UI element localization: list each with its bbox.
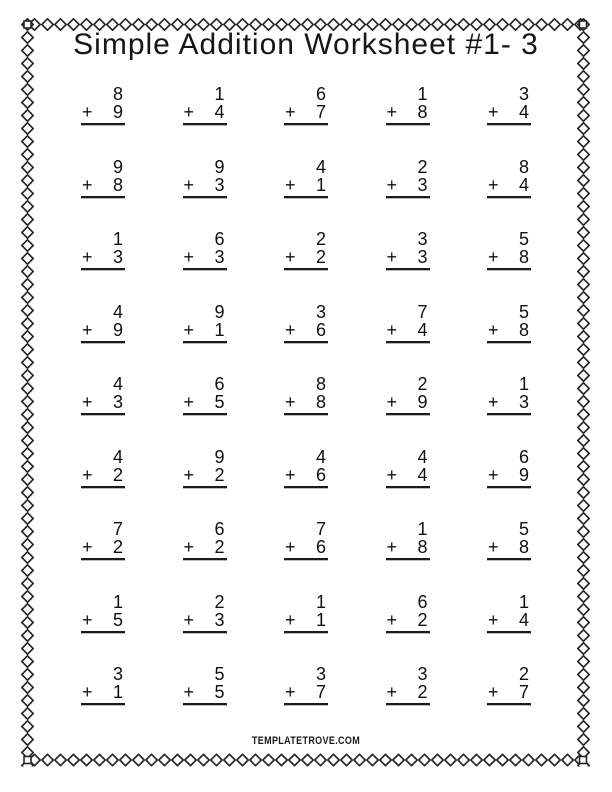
top-addend: 3 [518,84,529,104]
bottom-addend: 9 [112,319,123,340]
top-addend: 1 [112,591,123,612]
addition-problem [284,593,328,666]
answer-space [386,198,430,212]
bottom-addend: 4 [518,102,529,122]
answer-space [81,560,125,574]
plus-operator: + [82,609,93,630]
answer-space [487,125,531,139]
border-bottom-strip [28,754,585,767]
bottom-addend: 8 [518,319,529,340]
operator-row [81,538,125,560]
addition-problem [487,448,531,521]
operator-row [183,248,227,270]
top-addend: 3 [417,664,428,684]
answer-space [386,343,430,357]
operator-row [487,176,531,198]
plus-operator: + [386,392,398,412]
addition-problem [183,158,227,231]
top-addend: 3 [315,301,326,322]
top-addend: 6 [214,374,225,394]
operator-row [183,321,227,343]
footer-credit: TEMPLATETROVE.COM [251,735,361,747]
top-addend: 4 [315,446,326,467]
addition-problem [183,230,227,303]
bottom-addend: 2 [112,464,123,485]
operator-row [284,321,328,343]
top-addend: 7 [112,519,123,539]
addition-problem [386,593,430,666]
top-addend: 1 [417,84,428,104]
operator-row [386,466,430,488]
answer-space [284,705,328,719]
plus-operator: + [183,247,195,267]
operator-row [284,393,328,415]
answer-space [487,415,531,429]
answer-space [183,633,227,647]
addition-problem [81,593,125,666]
top-addend: 9 [214,156,225,177]
answer-space [183,125,227,139]
bottom-addend: 3 [112,247,123,267]
answer-space [183,560,227,574]
plus-operator: + [183,682,195,702]
plus-operator: + [488,609,499,630]
plus-operator: + [386,174,398,195]
top-addend: 9 [214,301,225,322]
plus-operator: + [82,682,93,702]
bottom-addend: 8 [518,247,529,267]
bottom-addend: 9 [518,464,529,485]
plus-operator: + [488,102,499,122]
addition-problem [386,85,430,158]
plus-operator: + [183,464,195,485]
top-addend: 4 [112,301,123,322]
addition-problem [81,448,125,521]
answer-space [386,415,430,429]
operator-row [284,248,328,270]
top-addend: 6 [315,84,326,104]
bottom-addend: 2 [112,537,123,557]
addition-problem [386,375,430,448]
top-addend: 9 [214,446,225,467]
answer-space [386,560,430,574]
plus-operator: + [82,392,93,412]
plus-operator: + [488,174,499,195]
top-addend: 1 [214,84,225,104]
answer-space [284,560,328,574]
addition-problem [183,448,227,521]
top-addend: 5 [518,519,529,539]
top-addend: 2 [417,156,428,177]
bottom-addend: 3 [417,247,428,267]
top-addend: 5 [518,229,529,249]
bottom-addend: 7 [315,682,326,702]
answer-space [386,633,430,647]
operator-row [386,538,430,560]
answer-space [284,343,328,357]
operator-row [386,176,430,198]
answer-space [81,633,125,647]
addition-problem [284,158,328,231]
plus-operator: + [183,319,195,340]
answer-space [487,633,531,647]
plus-operator: + [386,319,398,340]
bottom-addend: 8 [112,174,123,195]
addition-problem [81,520,125,593]
operator-row [183,538,227,560]
operator-row [284,611,328,633]
addition-problem [487,303,531,376]
bottom-addend: 3 [518,392,529,412]
bottom-addend: 1 [315,174,326,195]
plus-operator: + [82,174,93,195]
answer-space [487,270,531,284]
bottom-addend: 3 [214,174,225,195]
addition-problem [183,593,227,666]
top-addend: 8 [112,84,123,104]
plus-operator: + [488,392,499,412]
bottom-addend: 2 [214,537,225,557]
operator-row [81,103,125,125]
bottom-addend: 1 [214,319,225,340]
addition-problem [81,303,125,376]
bottom-addend: 2 [315,247,326,267]
operator-row [183,466,227,488]
top-addend: 6 [214,229,225,249]
plus-operator: + [488,464,499,485]
operator-row [284,466,328,488]
addition-problem [386,158,430,231]
addition-problem [487,665,531,738]
answer-space [284,415,328,429]
addition-problem [487,593,531,666]
answer-space [487,488,531,502]
problems-grid [81,85,531,738]
plus-operator: + [82,247,93,267]
bottom-addend: 1 [112,682,123,702]
plus-operator: + [183,174,195,195]
answer-space [386,488,430,502]
addition-problem [284,303,328,376]
plus-operator: + [82,102,93,122]
operator-row [81,683,125,705]
answer-space [81,125,125,139]
bottom-addend: 4 [417,464,428,485]
addition-problem [487,520,531,593]
answer-space [81,198,125,212]
answer-space [183,488,227,502]
bottom-addend: 5 [214,392,225,412]
border-corner-bottom-left [24,757,31,764]
addition-problem [183,303,227,376]
top-addend: 6 [518,446,529,467]
operator-row [183,611,227,633]
top-addend: 2 [315,229,326,249]
answer-space [284,270,328,284]
bottom-addend: 1 [315,609,326,630]
answer-space [81,343,125,357]
bottom-addend: 9 [112,102,123,122]
addition-problem [386,303,430,376]
operator-row [284,103,328,125]
addition-problem [386,230,430,303]
answer-space [487,198,531,212]
addition-problem [284,375,328,448]
addition-problem [487,158,531,231]
plus-operator: + [488,319,499,340]
top-addend: 2 [214,591,225,612]
bottom-addend: 5 [214,682,225,702]
plus-operator: + [386,537,398,557]
addition-problem [487,230,531,303]
answer-space [386,125,430,139]
plus-operator: + [183,392,195,412]
bottom-addend: 4 [417,319,428,340]
answer-space [81,488,125,502]
bottom-addend: 2 [214,464,225,485]
plus-operator: + [285,392,296,412]
answer-space [284,633,328,647]
top-addend: 9 [112,156,123,177]
top-addend: 8 [518,156,529,177]
bottom-addend: 4 [518,609,529,630]
addition-problem [386,665,430,738]
operator-row [183,683,227,705]
operator-row [386,103,430,125]
operator-row [487,538,531,560]
addition-problem [183,375,227,448]
top-addend: 1 [315,591,326,612]
answer-space [183,270,227,284]
top-addend: 4 [315,156,326,177]
plus-operator: + [488,682,499,702]
plus-operator: + [285,464,296,485]
plus-operator: + [285,682,296,702]
plus-operator: + [285,319,296,340]
addition-problem [183,520,227,593]
operator-row [487,248,531,270]
top-addend: 6 [417,591,428,612]
top-addend: 2 [417,374,428,394]
operator-row [487,611,531,633]
operator-row [81,466,125,488]
answer-space [284,488,328,502]
addition-problem [81,158,125,231]
addition-problem [81,375,125,448]
plus-operator: + [386,682,398,702]
operator-row [487,393,531,415]
addition-problem [284,520,328,593]
top-addend: 6 [214,519,225,539]
border-right-strip [577,18,590,767]
operator-row [81,611,125,633]
answer-space [487,560,531,574]
plus-operator: + [285,609,296,630]
operator-row [81,248,125,270]
plus-operator: + [285,174,296,195]
top-addend: 4 [112,374,123,394]
plus-operator: + [488,537,499,557]
top-addend: 1 [417,519,428,539]
operator-row [487,103,531,125]
addition-problem [81,85,125,158]
operator-row [386,683,430,705]
plus-operator: + [386,464,398,485]
operator-row [487,683,531,705]
operator-row [183,393,227,415]
operator-row [81,321,125,343]
top-addend: 2 [518,664,529,684]
operator-row [487,466,531,488]
operator-row [81,393,125,415]
top-addend: 4 [112,446,123,467]
operator-row [386,321,430,343]
answer-space [487,705,531,719]
top-addend: 8 [315,374,326,394]
operator-row [386,248,430,270]
bottom-addend: 8 [518,537,529,557]
addition-problem [284,85,328,158]
bottom-addend: 8 [417,102,428,122]
operator-row [284,176,328,198]
bottom-addend: 4 [518,174,529,195]
top-addend: 1 [112,229,123,249]
addition-problem [386,520,430,593]
addition-problem [183,665,227,738]
addition-problem [183,85,227,158]
bottom-addend: 3 [417,174,428,195]
addition-problem [386,448,430,521]
answer-space [386,270,430,284]
bottom-addend: 3 [214,247,225,267]
page-title: Simple Addition Worksheet #1- 3 [73,28,539,61]
bottom-addend: 8 [315,392,326,412]
operator-row [284,683,328,705]
plus-operator: + [488,247,499,267]
border-left-strip [21,18,34,767]
top-addend: 3 [315,664,326,684]
top-addend: 3 [417,229,428,249]
answer-space [284,125,328,139]
addition-problem [284,665,328,738]
plus-operator: + [386,609,398,630]
operator-row [183,176,227,198]
top-addend: 5 [214,664,225,684]
border-corner-bottom-right [580,757,587,764]
bottom-addend: 8 [417,537,428,557]
top-addend: 7 [417,301,428,322]
top-addend: 5 [518,301,529,322]
bottom-addend: 3 [112,392,123,412]
addition-problem [487,375,531,448]
bottom-addend: 2 [417,682,428,702]
plus-operator: + [285,537,296,557]
answer-space [81,705,125,719]
bottom-addend: 9 [417,392,428,412]
bottom-addend: 7 [315,102,326,122]
operator-row [183,103,227,125]
operator-row [81,176,125,198]
answer-space [386,705,430,719]
operator-row [487,321,531,343]
plus-operator: + [183,102,195,122]
bottom-addend: 6 [315,464,326,485]
top-addend: 7 [315,519,326,539]
plus-operator: + [386,102,398,122]
answer-space [183,415,227,429]
answer-space [284,198,328,212]
answer-space [487,343,531,357]
answer-space [183,198,227,212]
bottom-addend: 4 [214,102,225,122]
top-addend: 4 [417,446,428,467]
bottom-addend: 7 [518,682,529,702]
answer-space [81,415,125,429]
answer-space [81,270,125,284]
top-addend: 1 [518,591,529,612]
addition-problem [81,665,125,738]
addition-problem [284,448,328,521]
operator-row [386,611,430,633]
plus-operator: + [183,609,195,630]
plus-operator: + [82,464,93,485]
plus-operator: + [386,247,398,267]
bottom-addend: 5 [112,609,123,630]
bottom-addend: 6 [315,537,326,557]
plus-operator: + [82,537,93,557]
bottom-addend: 6 [315,319,326,340]
operator-row [284,538,328,560]
addition-problem [487,85,531,158]
answer-space [183,705,227,719]
plus-operator: + [183,537,195,557]
addition-problem [284,230,328,303]
top-addend: 1 [518,374,529,394]
answer-space [183,343,227,357]
addition-problem [81,230,125,303]
bottom-addend: 3 [214,609,225,630]
plus-operator: + [285,102,296,122]
plus-operator: + [82,319,93,340]
plus-operator: + [285,247,296,267]
top-addend: 3 [112,664,123,684]
operator-row [386,393,430,415]
bottom-addend: 2 [417,609,428,630]
